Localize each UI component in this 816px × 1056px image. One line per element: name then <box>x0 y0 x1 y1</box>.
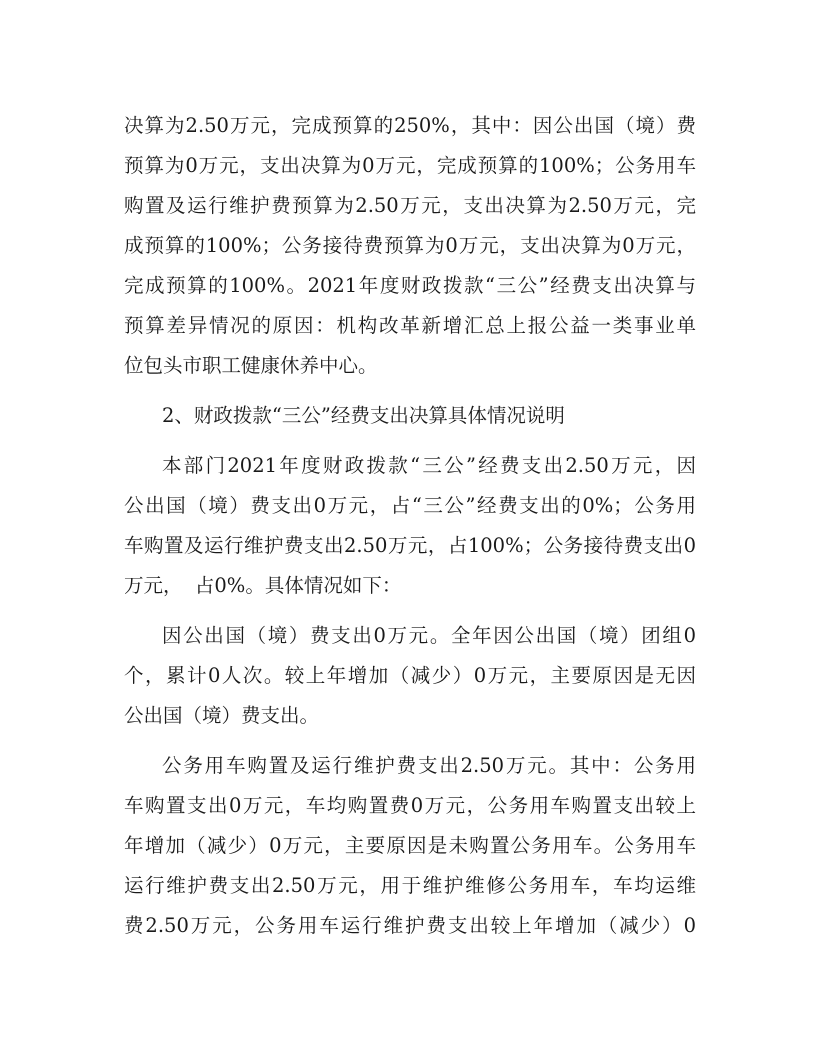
paragraph-budget-summary <box>124 106 696 386</box>
text-line: 运行维护费支出2.50万元，用于维护维修公务用车，车均运维 <box>124 874 696 897</box>
text-line: 完成预算的100%。2021年度财政拨款“三公”经费支出决算与 <box>124 274 696 297</box>
text-line: 成预算的100%；公务接待费预算为0万元，支出决算为0万元， <box>124 234 696 257</box>
text-line: 购置及运行维护费预算为2.50万元，支出决算为2.50万元，完 <box>124 194 696 217</box>
text-line: 车购置支出0万元，车均购置费0万元，公务用车购置支出较上 <box>124 794 696 817</box>
text-line: 位包头市职工健康休养中心。 <box>124 354 378 377</box>
text-line: 公出国（境）费支出。 <box>124 704 320 727</box>
section-heading <box>124 396 696 436</box>
heading-line: 2、财政拨款“三公”经费支出决算具体情况说明 <box>162 404 565 427</box>
text-line: 公务用车购置及运行维护费支出2.50万元。其中：公务用 <box>162 754 696 777</box>
text-line: 万元， 占0%。具体情况如下： <box>124 574 402 597</box>
text-line: 决算为2.50万元，完成预算的250%，其中：因公出国（境）费 <box>124 114 696 137</box>
text-line: 因公出国（境）费支出0万元。全年因公出国（境）团组0 <box>162 624 696 647</box>
text-line: 公出国（境）费支出0万元，占“三公”经费支出的0%；公务用 <box>124 494 696 517</box>
text-line: 本部门2021年度财政拨款“三公”经费支出2.50万元，因 <box>162 454 696 477</box>
text-line: 个，累计0人次。较上年增加（减少）0万元，主要原因是无因 <box>124 664 696 687</box>
paragraph-overseas-travel <box>124 616 696 736</box>
document-body <box>124 106 696 956</box>
text-line: 预算为0万元，支出决算为0万元，完成预算的100%；公务用车 <box>124 154 696 177</box>
text-line: 年增加（减少）0万元，主要原因是未购置公务用车。公务用车 <box>124 834 696 857</box>
paragraph-expense-overview <box>124 446 696 606</box>
text-line: 费2.50万元，公务用车运行维护费支出较上年增加（减少）0 <box>124 914 696 937</box>
text-line: 预算差异情况的原因：机构改革新增汇总上报公益一类事业单 <box>124 314 696 337</box>
paragraph-vehicle-expense <box>124 746 696 946</box>
text-line: 车购置及运行维护费支出2.50万元，占100%；公务接待费支出0 <box>124 534 696 557</box>
